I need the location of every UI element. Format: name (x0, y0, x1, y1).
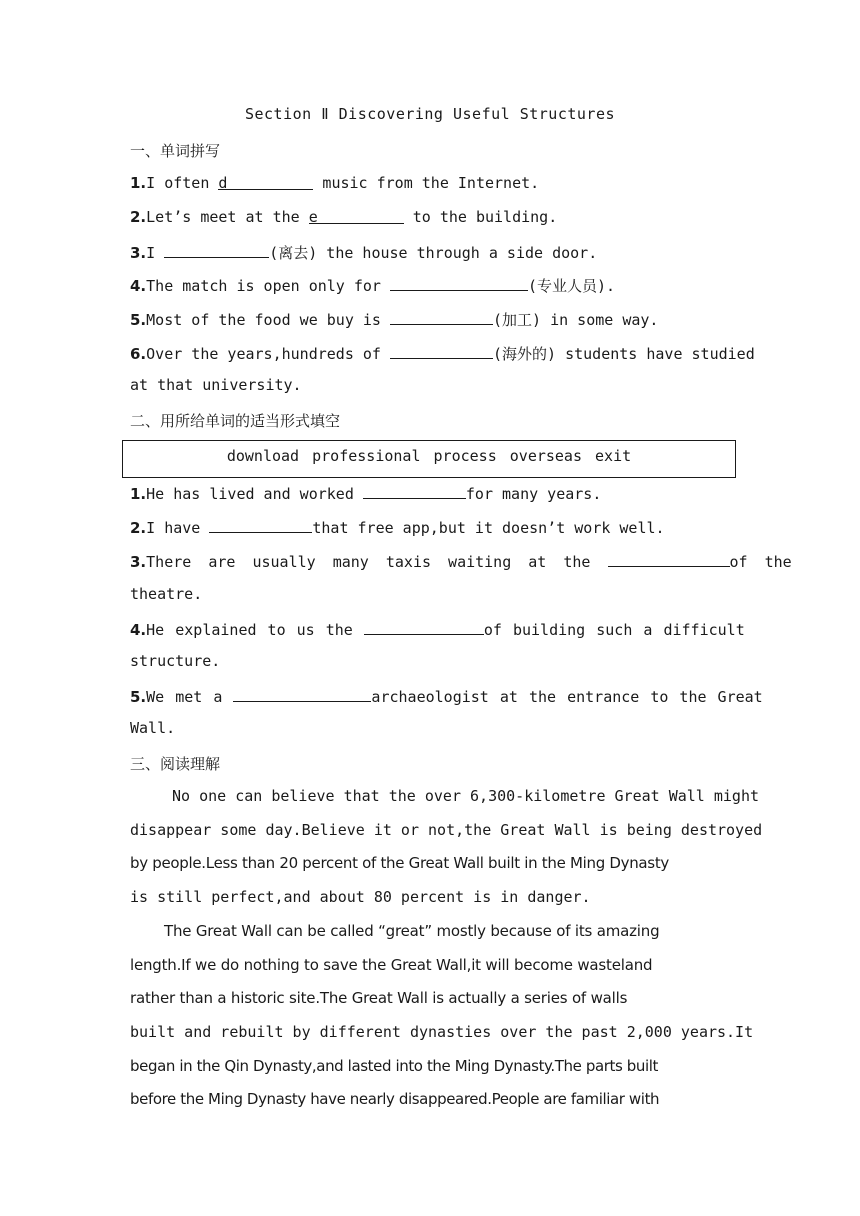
part1-item-6: 6.Over the years,hundreds of (海外的) students have studied (130, 345, 755, 363)
answer-blank[interactable] (390, 309, 493, 325)
word-bank-words: download professional process overseas exit (226, 447, 632, 465)
answer-blank[interactable] (364, 619, 484, 635)
part2-item-4-continued: structure. (130, 652, 221, 670)
part2-item-5-continued: Wall. (130, 719, 176, 737)
answer-blank[interactable] (390, 275, 528, 291)
passage-line: rather than a historic site.The Great Wall is actually a series of walls (130, 989, 628, 1007)
part2-item-3: 3.There are usually many taxis waiting at the of the (130, 553, 792, 571)
part2-heading: 二、用所给单词的适当形式填空 (130, 412, 341, 430)
part1-heading: 一、单词拼写 (130, 142, 221, 160)
answer-blank[interactable] (209, 517, 312, 533)
answer-blank[interactable] (164, 242, 269, 258)
answer-blank[interactable]: d (218, 174, 313, 190)
part1-item-5: 5.Most of the food we buy is (加工) in some way. (130, 311, 659, 329)
part2-item-4: 4.He explained to us the of building such a difficult (130, 621, 745, 639)
passage-line: began in the Qin Dynasty,and lasted into the Ming Dynasty.The parts built (130, 1057, 659, 1075)
part1-item-4: 4.The match is open only for (专业人员). (130, 277, 616, 295)
passage-line: disappear some day.Believe it or not,the Great Wall is being destroyed (130, 821, 763, 839)
part1-item-2: 2.Let’s meet at the e to the building. (130, 208, 558, 226)
part3-heading: 三、阅读理解 (130, 755, 221, 773)
part2-item-3-continued: theatre. (130, 585, 203, 603)
passage-line: No one can believe that the over 6,300-kilometre Great Wall might (172, 787, 759, 805)
answer-blank[interactable] (390, 343, 493, 359)
part1-item-6-continued: at that university. (130, 376, 302, 394)
passage-line: before the Ming Dynasty have nearly disappeared.People are familiar with (130, 1090, 660, 1108)
passage-line: is still perfect,and about 80 percent is in danger. (130, 888, 591, 906)
page-title: Section Ⅱ Discovering Useful Structures (244, 105, 616, 123)
part1-item-3: 3.I (离去) the house through a side door. (130, 244, 598, 262)
answer-blank[interactable]: e (309, 208, 404, 224)
answer-blank[interactable] (233, 686, 371, 702)
part2-item-1: 1.He has lived and worked for many years. (130, 485, 602, 503)
part1-item-1: 1.I often d music from the Internet. (130, 174, 540, 192)
part2-item-2: 2.I have that free app,but it doesn’t work well. (130, 519, 665, 537)
passage-line: The Great Wall can be called “great” mostly because of its amazing (164, 922, 660, 940)
answer-blank[interactable] (363, 483, 466, 499)
passage-line: length.If we do nothing to save the Great Wall,it will become wasteland (130, 956, 653, 974)
part2-item-5: 5.We met a archaeologist at the entrance to the Great (130, 688, 763, 706)
passage-line: by people.Less than 20 percent of the Great Wall built in the Ming Dynasty (130, 854, 669, 872)
answer-blank[interactable] (608, 551, 730, 567)
word-bank-box (122, 440, 736, 478)
passage-line: built and rebuilt by different dynasties over the past 2,000 years.It (130, 1023, 754, 1041)
